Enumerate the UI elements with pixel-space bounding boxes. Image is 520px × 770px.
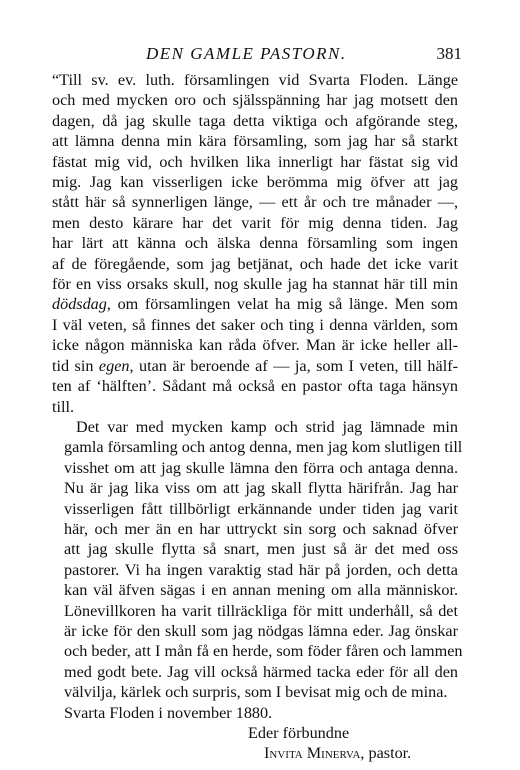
- text-line: visserligen fått tillbörligt erkännande under tiden jag varit: [64, 499, 458, 518]
- text-line: att jag skulle flytta så snart, men just så är det med oss: [64, 540, 458, 559]
- text-line: dödsdag, om församlingen velat ha mig så länge. Men som: [52, 295, 458, 314]
- text-line: ten af ‘hälften’. Sådant må också en pastor ofta taga hänsyn: [52, 377, 458, 396]
- text-line: här, och mer än en har uttryckt sin sorg och saknad öfver: [64, 519, 458, 538]
- text-line: pastorer. Vi ha ingen varaktig stad här på jorden, och detta: [64, 560, 458, 579]
- signature-name: Invita Minerva: [264, 744, 361, 763]
- text-line: har lärt att känna och älska denna församling som ingen: [52, 234, 458, 253]
- text-line: Nu är jag lika viss om att jag skall flytta härifrån. Jag har: [64, 479, 458, 498]
- text-line: dagen, då jag skulle taga detta viktiga och afgörande steg,: [52, 111, 458, 130]
- text-line: fästat mig vid, och hvilken lika innerligt har fästat sig vid: [52, 152, 458, 171]
- italic-word: dödsdag: [52, 295, 107, 314]
- text-line: tid sin egen, utan är beroende af — ja, som I veten, till hälf-: [52, 356, 458, 375]
- text-line: välvilja, kärlek och surpris, som I bevisat mig och de mina.: [64, 683, 448, 702]
- text-line: icke någon människa kan råda öfver. Man är icke heller all-: [52, 336, 458, 355]
- signature-title: , pastor.: [360, 744, 412, 763]
- text-line: med godt bete. Jag vill också härmed tacka eder för all den: [64, 662, 458, 681]
- text-line: för en viss orsaks skull, nog skulle jag ha stannat här till min: [52, 275, 458, 294]
- text-line: “Till sv. ev. luth. församlingen vid Svarta Floden. Länge: [52, 71, 458, 89]
- place-date-line: Svarta Floden i november 1880.: [64, 703, 273, 722]
- text-line: stått här så synnerligen länge, — ett år och tre månader —,: [52, 193, 458, 212]
- text-line: I väl veten, så finnes det saker och ting i denna världen, som: [52, 315, 458, 334]
- text-line: mig. Jag kan visserligen icke berömma mig öfver att jag: [52, 173, 458, 192]
- paragraph-2: [52, 417, 463, 703]
- text-line: kan väl äfven sägas i en annan mening om alla människor.: [64, 581, 458, 600]
- text-line: men desto kärare har det varit för mig denna tiden. Jag: [52, 213, 458, 232]
- text-line: och med mycken oro och själsspänning har jag motsett den: [52, 91, 458, 110]
- salutation-line: Eder förbundne: [248, 724, 350, 742]
- text-line: af de föregående, som jag betjänat, och hade det icke varit: [52, 254, 458, 273]
- signature-line: [52, 743, 458, 763]
- text-line: Det var med mycken kamp och strid jag lämnade min: [76, 417, 458, 436]
- text-line: till.: [52, 397, 75, 416]
- running-title: DEN GAMLE PASTORN.: [146, 44, 347, 63]
- letter-body: [52, 70, 463, 764]
- text-line: är icke för den skull som jag nödgas lämna eder. Jag önskar: [64, 621, 458, 640]
- page-header: [56, 44, 462, 68]
- text-line: Lönevillkoren ha varit tillräckliga för mitt underhåll, så det: [64, 601, 458, 620]
- page-number: 381: [436, 44, 462, 63]
- text-line: visshet om att jag skulle lämna den förra och antaga denna.: [64, 458, 458, 477]
- text-line: gamla församling och antog denna, men jag kom slutligen till: [64, 438, 463, 457]
- paragraph-1: [52, 70, 458, 417]
- italic-word: egen: [98, 356, 130, 375]
- text-line: att lämna denna min kära församling, som jag har så starkt: [52, 132, 458, 151]
- text-line: och beder, att I mån få en herde, som föder fåren och lammen: [64, 642, 463, 661]
